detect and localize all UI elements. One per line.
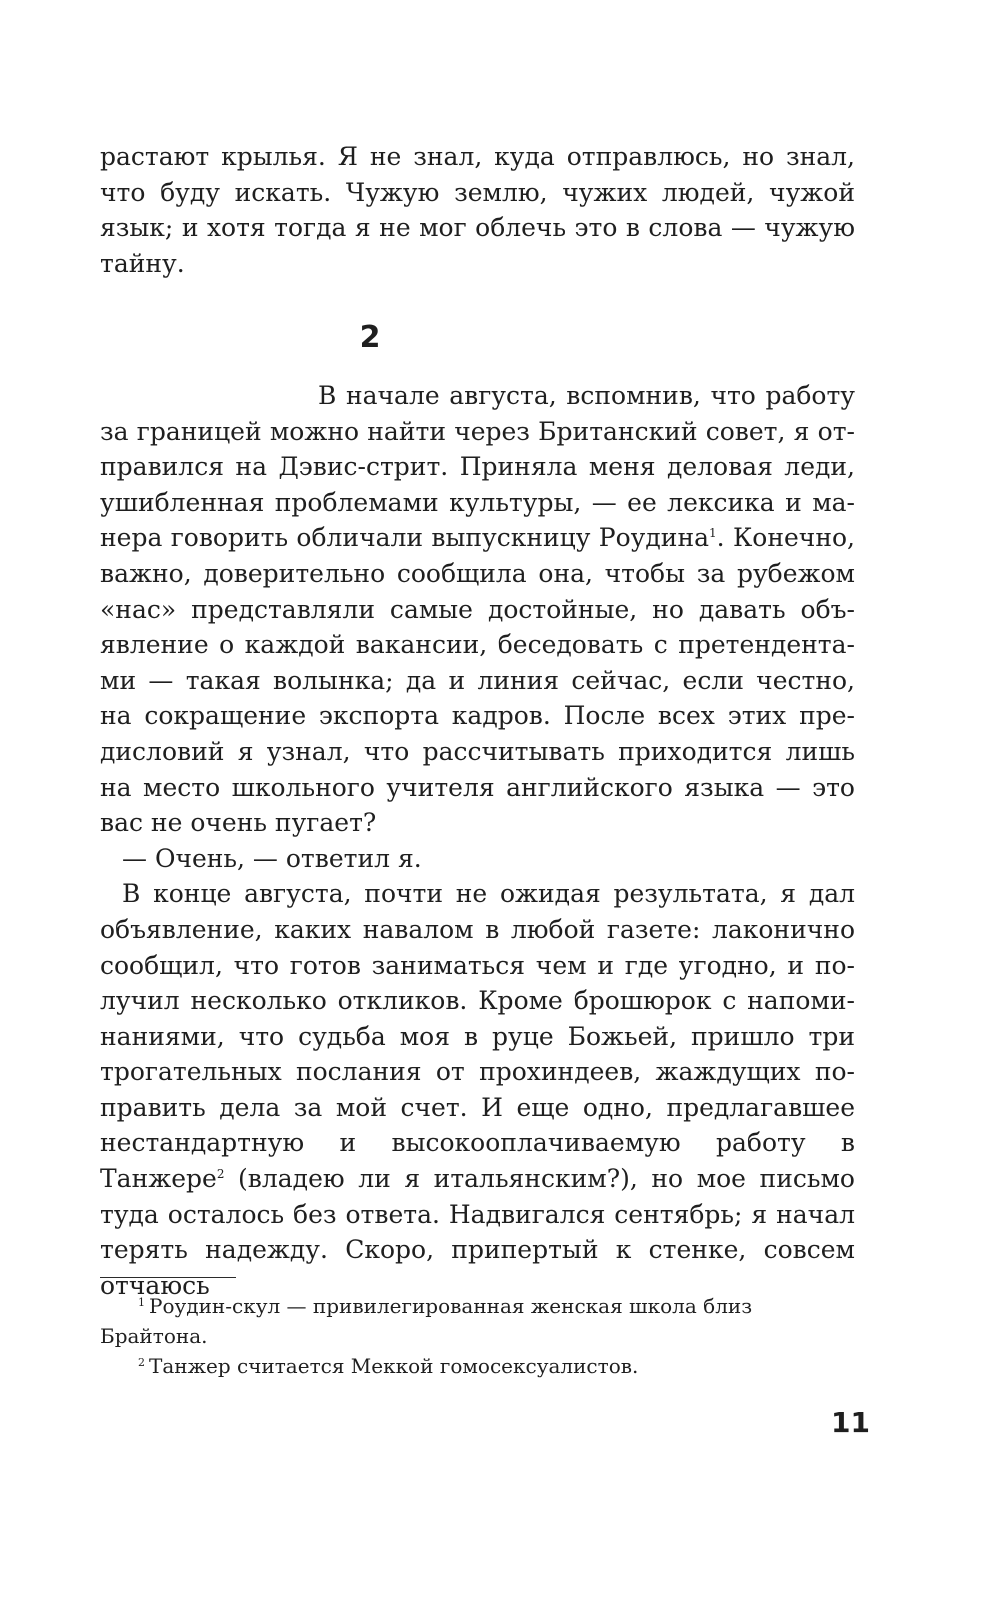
footnote-divider	[100, 1277, 236, 1278]
paragraph-3	[100, 876, 855, 1303]
footnote-2-text: Танжер считается Меккой гомосексуалистов.	[149, 1354, 639, 1378]
footnote-1-text: Роудин-скул — привилегированная женская школа близ Брайтона.	[100, 1294, 753, 1348]
paragraph-1-text-b: . Конечно, важно, доверительно сообщила она, чтобы за рубежом «нас» представляли самые достойные, но давать объявление о каждой вакансии, беседовать с претендентами — такая волынка; да и линия сейчас, если честно, на сокращение экспорта кадров. После всех этих предисловий я узнал, что рассчитывать приходится лишь на место школьного учителя английского языка — это вас не очень пугает?	[100, 523, 855, 838]
footnote-ref-1: 1	[709, 526, 717, 541]
footnote-2	[100, 1351, 855, 1381]
paragraph-1-text-a: В начале августа, вспомнив, что работу за границей можно найти через Британский совет, я отправился на Дэвис-стрит. Приняла меня деловая леди, ушибленная проблемами культуры, — ее лексика и манера говорить обличали выпускницу Роудина	[100, 381, 855, 553]
paragraph-3-text-a: В конце августа, почти не ожидая результата, я дал объявление, каких навалом в любой газете: лаконично сообщил, что готов заниматься чем и где угодно, и получил несколько откликов. Кроме брошюрок с напоминаниями, что судьба моя в руце Божьей, пришло три трогательных послания от прохиндеев, жаждущих поправить дела за мой счет. И еще одно, предлагавшее нестандартную и высокооплачиваемую работу в Танжере	[100, 879, 855, 1194]
top-paragraph: растают крылья. Я не знал, куда отправлюсь, но знал, что буду искать. Чужую землю, чужих людей, чужой язык; и хотя тогда я не мог облечь это в слова — чужую тайну.	[100, 142, 855, 278]
footnote-ref-2: 2	[216, 1167, 225, 1182]
footnote-2-mark: 2	[138, 1356, 145, 1369]
footnotes	[100, 1291, 855, 1381]
footnote-1-mark: 1	[138, 1296, 145, 1309]
paragraph-2: — Очень, — ответил я.	[122, 843, 422, 873]
footnote-1	[100, 1291, 855, 1351]
paragraph-1	[100, 378, 855, 841]
chapter-body	[100, 378, 855, 1303]
page-number: 11	[831, 1406, 870, 1439]
top-paragraph-block	[100, 139, 855, 281]
chapter-number: 2	[359, 320, 381, 355]
paragraph-3-text-b: (владею ли я итальянским?), но мое письмо туда осталось без ответа. Надвигался сентябрь; я начал терять надежду. Скоро, припертый к стенке, совсем отчаюсь	[100, 1164, 855, 1300]
